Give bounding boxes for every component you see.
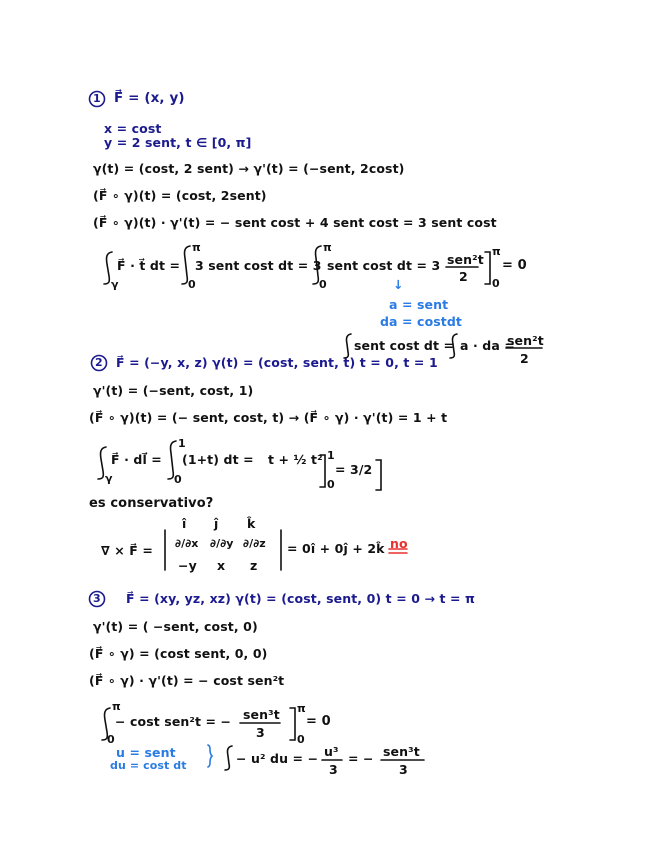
p1-sub-u: a = sent — [389, 297, 449, 312]
p2-final: = 3/2 — [335, 462, 373, 477]
p3-aside: − u² du = − — [236, 751, 319, 766]
p3-int-mid: − cost sen²t = − — [115, 714, 232, 729]
p1-int-lower-2: 0 — [319, 278, 327, 291]
p1-aside-num: sen²t — [507, 333, 544, 348]
p1-int-upper-1: π — [192, 241, 201, 254]
p2-verdict: no — [390, 536, 408, 551]
p1-eval-upper: π — [492, 245, 501, 258]
p3-result: = 0 — [306, 714, 331, 729]
p1-int-mid2: sent cost dt = 3 — [327, 258, 441, 273]
p2-m-r3c2: x — [217, 558, 226, 573]
problem-2-number: 2 — [95, 356, 103, 369]
problem-1-header: F⃗ = (x, y) — [114, 90, 185, 106]
p2-m-r3c1: −y — [178, 558, 197, 573]
p1-int-lower-1: 0 — [188, 278, 196, 291]
p2-int-sub-gamma: γ — [105, 472, 113, 485]
p2-int-lower: 0 — [174, 473, 182, 486]
p3-aside-frac-den: 3 — [329, 762, 338, 777]
p1-sub-arrow: ↓ — [393, 277, 404, 292]
p3-eval-lower: 0 — [297, 733, 305, 746]
p1-eval-bracket — [485, 252, 490, 284]
p1-result: = 0 — [502, 258, 527, 273]
p2-deriv-line: γ'(t) = (−sent, cost, 1) — [93, 383, 254, 398]
p3-eval-bracket — [290, 708, 295, 740]
p1-aside-rhs: a · da = — [460, 338, 515, 353]
p2-int-upper: 1 — [178, 437, 186, 450]
p2-int-result: t + ½ t² — [268, 452, 323, 467]
p3-eval-upper: π — [297, 702, 306, 715]
p1-eval-lower: 0 — [492, 277, 500, 290]
p3-deriv-line: γ'(t) = ( −sent, cost, 0) — [93, 619, 258, 634]
p3-aside-mid: = − — [348, 751, 374, 766]
problem-2-header: F⃗ = (−y, x, z) γ(t) = (cost, sent, t) t = 0, t = 1 — [116, 355, 438, 370]
p2-m-r2c1: ∂/∂x — [175, 537, 199, 550]
p1-frac-num: sen²t — [447, 252, 484, 267]
p2-curl-lhs: ∇ × F⃗ = — [101, 543, 153, 558]
p2-final-box — [376, 460, 381, 490]
p2-compose-line: (F⃗ ∘ γ)(t) = (− sent, cost, t) → (F⃗ ∘ γ) · γ'(t) = 1 + t — [89, 410, 448, 425]
p3-sub-brace — [208, 745, 212, 767]
p1-sub-du: da = costdt — [380, 314, 462, 329]
p1-compose-line: (F⃗ ∘ γ)(t) = (cost, 2sent) — [93, 188, 267, 203]
p3-frac-num: sen³t — [243, 707, 280, 722]
p1-int-lhs: F⃗ · t⃗ dt = — [117, 258, 181, 273]
p1-dot-line: (F⃗ ∘ γ)(t) · γ'(t) = − sent cost + 4 sent cost = 3 sent cost — [93, 215, 497, 230]
p2-m-r2c2: ∂/∂y — [210, 537, 234, 550]
p1-gamma-line: γ(t) = (cost, 2 sent) → γ'(t) = (−sent, 2cost) — [93, 161, 405, 176]
p3-aside-den2: 3 — [399, 762, 408, 777]
p2-m-r3c3: z — [250, 558, 258, 573]
p3-dot-line: (F⃗ ∘ γ) · γ'(t) = − cost sen²t — [89, 673, 285, 688]
p2-question: es conservativo? — [89, 496, 214, 511]
p1-int-sub-gamma: γ — [111, 278, 119, 291]
p3-aside-num2: sen³t — [383, 744, 420, 759]
p2-m-r1c1: î — [182, 516, 187, 531]
p3-int-lower: 0 — [107, 733, 115, 746]
p2-int-mid: (1+t) dt = — [182, 452, 254, 467]
p3-aside-frac-num: u³ — [324, 744, 339, 759]
p1-param-x: x = cost — [104, 121, 162, 136]
p2-eval-upper: 1 — [327, 449, 335, 462]
p3-int-upper: π — [112, 700, 121, 713]
p3-aside-integral — [225, 746, 232, 770]
p1-frac-den: 2 — [459, 269, 468, 284]
p1-aside-lhs: sent cost dt = — [354, 338, 455, 353]
p3-compose-line: (F⃗ ∘ γ) = (cost sent, 0, 0) — [89, 646, 268, 661]
p2-int-lhs: F⃗ · dl⃗ = — [111, 452, 162, 467]
p3-sub-u: u = sent — [116, 745, 176, 760]
problem-3-header: F⃗ = (xy, yz, xz) γ(t) = (cost, sent, 0) t = 0 → t = π — [126, 591, 476, 606]
p3-sub-du: du = cost dt — [110, 759, 187, 772]
p1-int-mid: 3 sent cost dt = 3 — [195, 258, 322, 273]
p2-curl-rhs: = 0î + 0ĵ + 2k̂ — [287, 541, 385, 556]
p2-m-r1c3: k̂ — [247, 516, 256, 531]
p3-frac-den: 3 — [256, 725, 265, 740]
p1-param-y: y = 2 sent, t ∈ [0, π] — [104, 135, 252, 150]
problem-3-number: 3 — [93, 592, 101, 605]
p1-aside-den: 2 — [520, 351, 529, 366]
p2-m-r1c2: ĵ — [214, 516, 219, 531]
p1-int-upper-2: π — [323, 241, 332, 254]
problem-1-number: 1 — [93, 92, 101, 105]
p2-eval-lower: 0 — [327, 478, 335, 491]
p2-m-r2c3: ∂/∂z — [243, 537, 266, 550]
